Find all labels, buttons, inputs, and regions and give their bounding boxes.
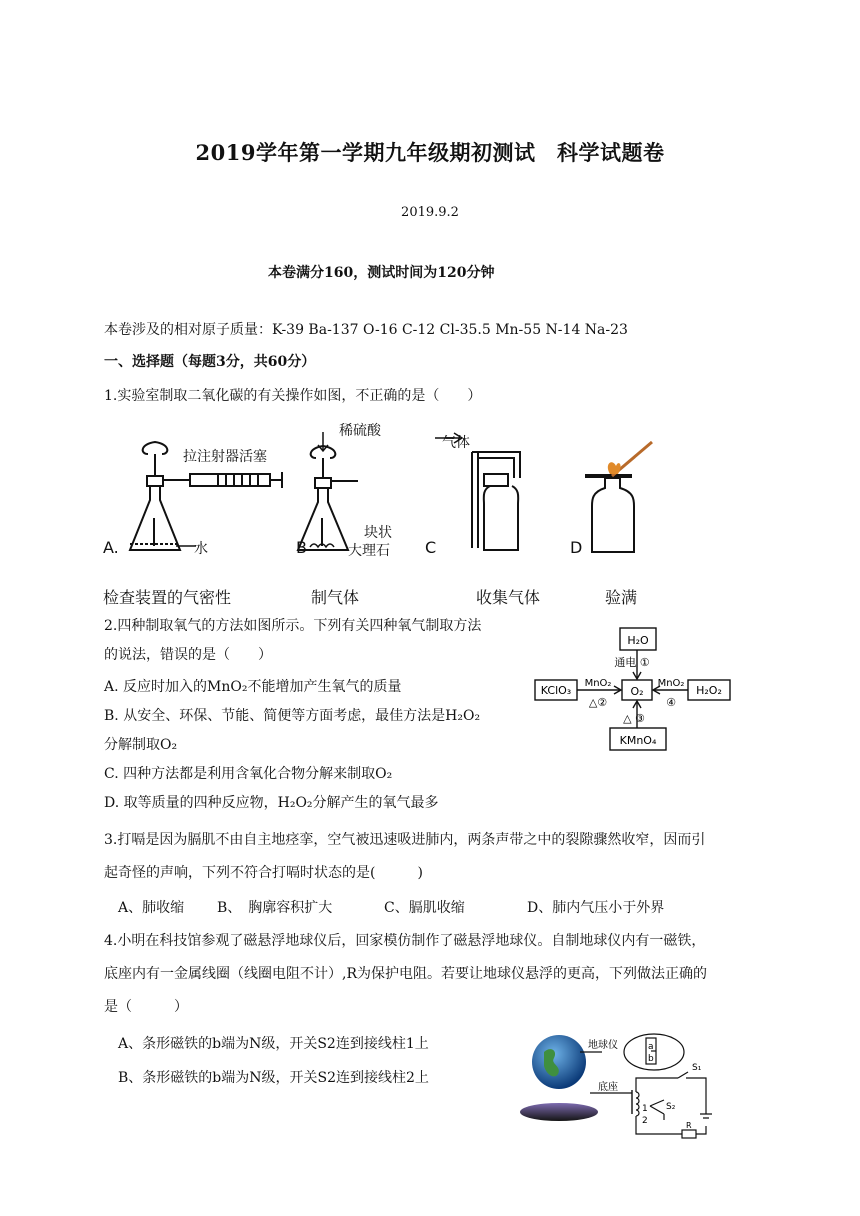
option-letter-a: A. xyxy=(103,538,119,557)
svg-text:KMnO₄: KMnO₄ xyxy=(619,734,657,747)
svg-text:H₂O₂: H₂O₂ xyxy=(696,684,722,697)
flask-b-icon xyxy=(298,432,358,550)
q2-option-d: D. 取等质量的四种反应物，H₂O₂分解产生的氧气最多 xyxy=(104,795,439,811)
q2-stem-line2: 的说法，错误的是（ ） xyxy=(104,647,272,663)
q2-option-b: B. 从安全、环保、节能、简便等方面考虑，最佳方法是H₂O₂ xyxy=(104,708,481,724)
q4-option-b: B、条形磁铁的b端为N级，开关S2连到接线柱2上 xyxy=(118,1070,429,1086)
svg-text:底座: 底座 xyxy=(598,1082,618,1093)
caption-d: 验满 xyxy=(605,588,638,607)
water-label: 水 xyxy=(194,541,208,557)
jar-with-splint-icon xyxy=(585,442,652,552)
syringe-label: 拉注射器活塞 xyxy=(183,449,267,465)
svg-text:1: 1 xyxy=(642,1104,648,1114)
svg-text:S₂: S₂ xyxy=(666,1102,676,1112)
q3-option-c: C、膈肌收缩 xyxy=(384,900,465,916)
q4-option-a: A、条形磁铁的b端为N级，开关S2连到接线柱1上 xyxy=(118,1036,429,1052)
acid-label: 稀硫酸 xyxy=(339,423,381,439)
q4-stem-line1: 4.小明在科技馆参观了磁悬浮地球仪后，回家模仿制作了磁悬浮地球仪。自制地球仪内有一磁铁， xyxy=(104,933,706,949)
q3-option-a: A、肺收缩 xyxy=(118,900,185,916)
svg-text:地球仪: 地球仪 xyxy=(588,1040,618,1051)
svg-text:a: a xyxy=(648,1042,654,1052)
option-letter-b: B xyxy=(296,538,307,557)
q2-option-b-cont: 分解制取O₂ xyxy=(104,737,178,753)
svg-text:通电 ①: 通电 ① xyxy=(614,656,650,669)
svg-text:R: R xyxy=(686,1121,692,1130)
caption-a: 检查装置的气密性 xyxy=(103,588,232,607)
gas-label: 气体 xyxy=(442,435,470,451)
atomic-masses: 本卷涉及的相对原子质量：K-39 Ba-137 O-16 C-12 Cl-35.5 Mn-55 N-14 Na-23 xyxy=(104,322,628,338)
svg-text:S₁: S₁ xyxy=(692,1063,702,1073)
q3-option-d: D、肺内气压小于外界 xyxy=(527,900,665,916)
svg-text:O₂: O₂ xyxy=(630,685,644,698)
maglev-globe-diagram xyxy=(514,1030,730,1146)
option-letter-d: D xyxy=(570,538,583,557)
svg-text:△ ③: △ ③ xyxy=(623,712,645,725)
marble-label-2: 大理石 xyxy=(348,543,390,559)
q4-stem-line2: 底座内有一金属线圈（线圈电阻不计）,R为保护电阻。若要让地球仪悬浮的更高，下列做法正确的 xyxy=(104,966,707,982)
svg-text:H₂O: H₂O xyxy=(627,634,649,647)
svg-text:MnO₂: MnO₂ xyxy=(657,678,685,689)
q3-stem-line2: 起奇怪的声响，下列不符合打嗝时状态的是( ) xyxy=(104,865,423,881)
syringe-icon xyxy=(190,472,282,488)
exam-date: 2019.9.2 xyxy=(401,205,459,220)
flame-icon xyxy=(608,462,621,474)
caption-c: 收集气体 xyxy=(476,588,541,607)
exam-title: 2019学年第一学期九年级期初测试 科学试题卷 xyxy=(195,140,665,165)
globe-icon xyxy=(532,1035,586,1089)
q3-option-b: B、 胸廓容积扩大 xyxy=(217,900,333,916)
svg-text:④: ④ xyxy=(666,696,676,709)
caption-b: 制气体 xyxy=(311,588,360,607)
q2-option-c: C. 四种方法都是利用含氧化合物分解来制取O₂ xyxy=(104,766,393,782)
marble-label-1: 块状 xyxy=(364,525,392,541)
oxygen-methods-diagram xyxy=(532,624,762,754)
q2-option-a: A. 反应时加入的MnO₂不能增加产生氧气的质量 xyxy=(104,679,402,695)
q2-stem-line1: 2.四种制取氧气的方法如图所示。下列有关四种氧气制取方法 xyxy=(104,618,482,634)
q1-stem: 1.实验室制取二氧化碳的有关操作如图，不正确的是（ ） xyxy=(104,388,482,404)
flask-a-icon xyxy=(130,442,190,550)
svg-text:2: 2 xyxy=(642,1116,648,1126)
base-icon xyxy=(520,1103,598,1121)
score-note: 本卷满分160，测试时间为120分钟 xyxy=(268,265,495,281)
section-heading: 一、选择题（每题3分，共60分） xyxy=(104,354,316,370)
option-letter-c: C xyxy=(425,538,437,557)
q3-stem-line1: 3.打嗝是因为膈肌不由自主地痉挛，空气被迅速吸进肺内，两条声带之中的裂隙骤然收窄，因而引 xyxy=(104,832,706,848)
svg-text:MnO₂: MnO₂ xyxy=(584,678,612,689)
svg-text:b: b xyxy=(648,1054,654,1064)
q4-stem-line3: 是（ ） xyxy=(104,999,188,1015)
svg-text:△②: △② xyxy=(588,696,608,709)
svg-text:KClO₃: KClO₃ xyxy=(540,684,572,697)
